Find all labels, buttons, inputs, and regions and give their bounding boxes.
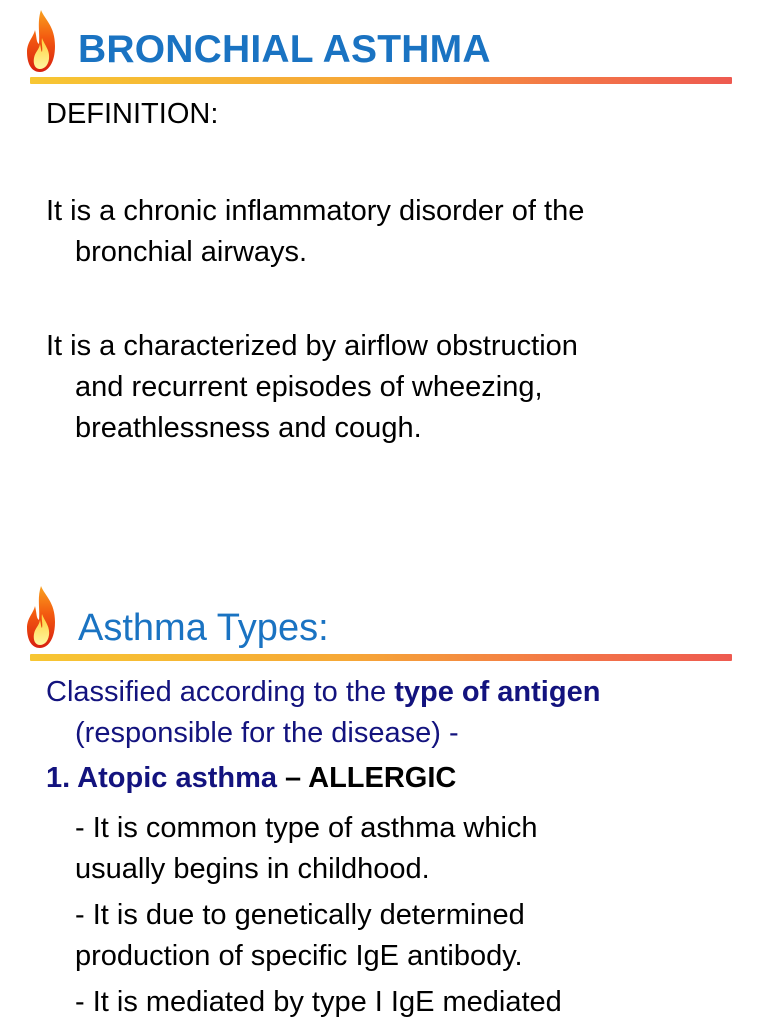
atopic-allergic: – ALLERGIC <box>276 762 457 794</box>
bullet3-line1: - It is mediated by type I IgE mediated <box>75 986 562 1018</box>
bullet2-line2: production of specific IgE antibody. <box>75 940 523 972</box>
slide-title: Asthma Types: <box>78 607 329 649</box>
atopic-number: 1. Atopic asthma <box>46 762 277 794</box>
flame-icon <box>24 584 58 650</box>
para2-line2: and recurrent episodes of wheezing, <box>75 371 543 403</box>
flame-icon <box>24 8 58 74</box>
bullet-3 <box>46 982 746 1023</box>
classification-line2: (responsible for the disease) - <box>75 717 459 749</box>
classification-intro <box>46 672 746 754</box>
bullet2-line1: - It is due to genetically determined <box>75 899 525 931</box>
definition-label-text: DEFINITION: <box>46 98 219 130</box>
slide-title: BRONCHIAL ASTHMA <box>78 28 491 71</box>
title-divider <box>30 654 732 661</box>
definition-paragraph-1 <box>46 191 746 273</box>
para1-line2: bronchial airways. <box>75 236 308 268</box>
bullet-1 <box>46 808 746 890</box>
bullet1-line1: - It is common type of asthma which <box>75 812 538 844</box>
definition-label <box>46 94 746 135</box>
classification-line1 <box>46 672 746 713</box>
bullet1-line2: usually begins in childhood. <box>75 853 430 885</box>
definition-paragraph-2 <box>46 326 746 449</box>
para1-line1: It is a chronic inflammatory disorder of the <box>46 195 585 227</box>
atopic-asthma-heading <box>46 758 746 799</box>
para2-line1: It is a characterized by airflow obstruction <box>46 330 578 362</box>
classification-prefix: Classified according to the <box>46 676 395 708</box>
title-divider <box>30 77 732 84</box>
para2-line3: breathlessness and cough. <box>75 412 422 444</box>
bullet-2 <box>46 895 746 977</box>
classification-bold: type of antigen <box>394 676 601 708</box>
